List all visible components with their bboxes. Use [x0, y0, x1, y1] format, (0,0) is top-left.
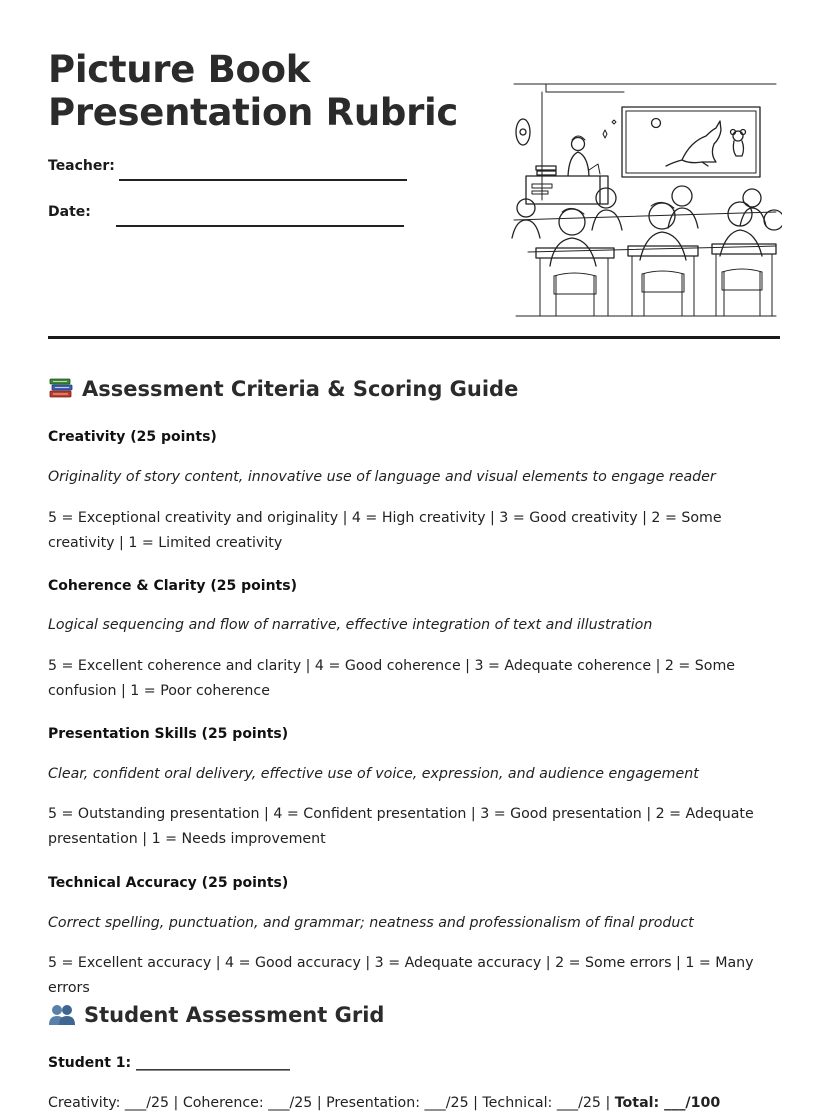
- criterion-scale: 5 = Excellent coherence and clarity | 4 = Good coherence | 3 = Adequate coherence | 2 = Some confusion | 1 = Poor coherence: [48, 658, 736, 699]
- criterion-description: Clear, confident oral delivery, effective use of voice, expression, and audience engagement: [48, 766, 699, 782]
- criterion-name: Creativity (25 points): [48, 429, 217, 445]
- header-divider: [48, 336, 780, 339]
- criterion-scale: 5 = Excellent accuracy | 4 = Good accuracy | 3 = Adequate accuracy | 2 = Some errors | 1 = Many errors: [48, 955, 754, 996]
- title-line-2: Presentation Rubric: [48, 91, 459, 134]
- teacher-field: [48, 158, 408, 182]
- criterion-description: Logical sequencing and flow of narrative, effective integration of text and illustration: [48, 617, 653, 633]
- criterion-name: Technical Accuracy (25 points): [48, 875, 289, 891]
- criteria-heading-text: Assessment Criteria & Scoring Guide: [82, 377, 519, 401]
- rubric-header: [48, 0, 780, 340]
- teacher-label: Teacher:: [48, 158, 115, 174]
- teacher-blank-line: [119, 179, 407, 181]
- rubric-page: [48, 0, 780, 1118]
- student-total-score[interactable]: Total: ___/100: [614, 1095, 721, 1111]
- student-criterion-scores[interactable]: Creativity: ___/25 | Coherence: ___/25 | Presentation: ___/25 | Technical: ___/25 |: [48, 1095, 611, 1111]
- classroom-illustration: [506, 80, 782, 320]
- students-icon: [48, 1002, 76, 1026]
- criteria-section-heading: [48, 376, 518, 401]
- date-field: [48, 204, 408, 228]
- page-title: [48, 48, 468, 134]
- criterion-name: Presentation Skills (25 points): [48, 726, 289, 742]
- date-blank-line: [116, 225, 404, 227]
- criterion-scale: 5 = Outstanding presentation | 4 = Confident presentation | 3 = Good presentation | 2 = Adequate presentation | 1 = Needs improvement: [48, 806, 754, 847]
- date-label: Date:: [48, 204, 91, 220]
- criterion-description: Originality of story content, innovative use of language and visual elements to engage reader: [48, 469, 716, 485]
- books-icon: [48, 376, 74, 400]
- criterion-scale: 5 = Exceptional creativity and originality | 4 = High creativity | 3 = Good creativity | 2 = Some creativity | 1 = Limited creativity: [48, 510, 722, 551]
- title-line-1: Picture Book: [48, 48, 311, 91]
- student-name-field[interactable]: Student 1: ______________________: [48, 1055, 291, 1071]
- criterion-description: Correct spelling, punctuation, and grammar; neatness and professionalism of final product: [48, 915, 694, 931]
- student-scores-line: [48, 1095, 720, 1111]
- criterion-name: Coherence & Clarity (25 points): [48, 578, 297, 594]
- grid-section-heading: [48, 1002, 384, 1027]
- grid-heading-text: Student Assessment Grid: [84, 1003, 385, 1027]
